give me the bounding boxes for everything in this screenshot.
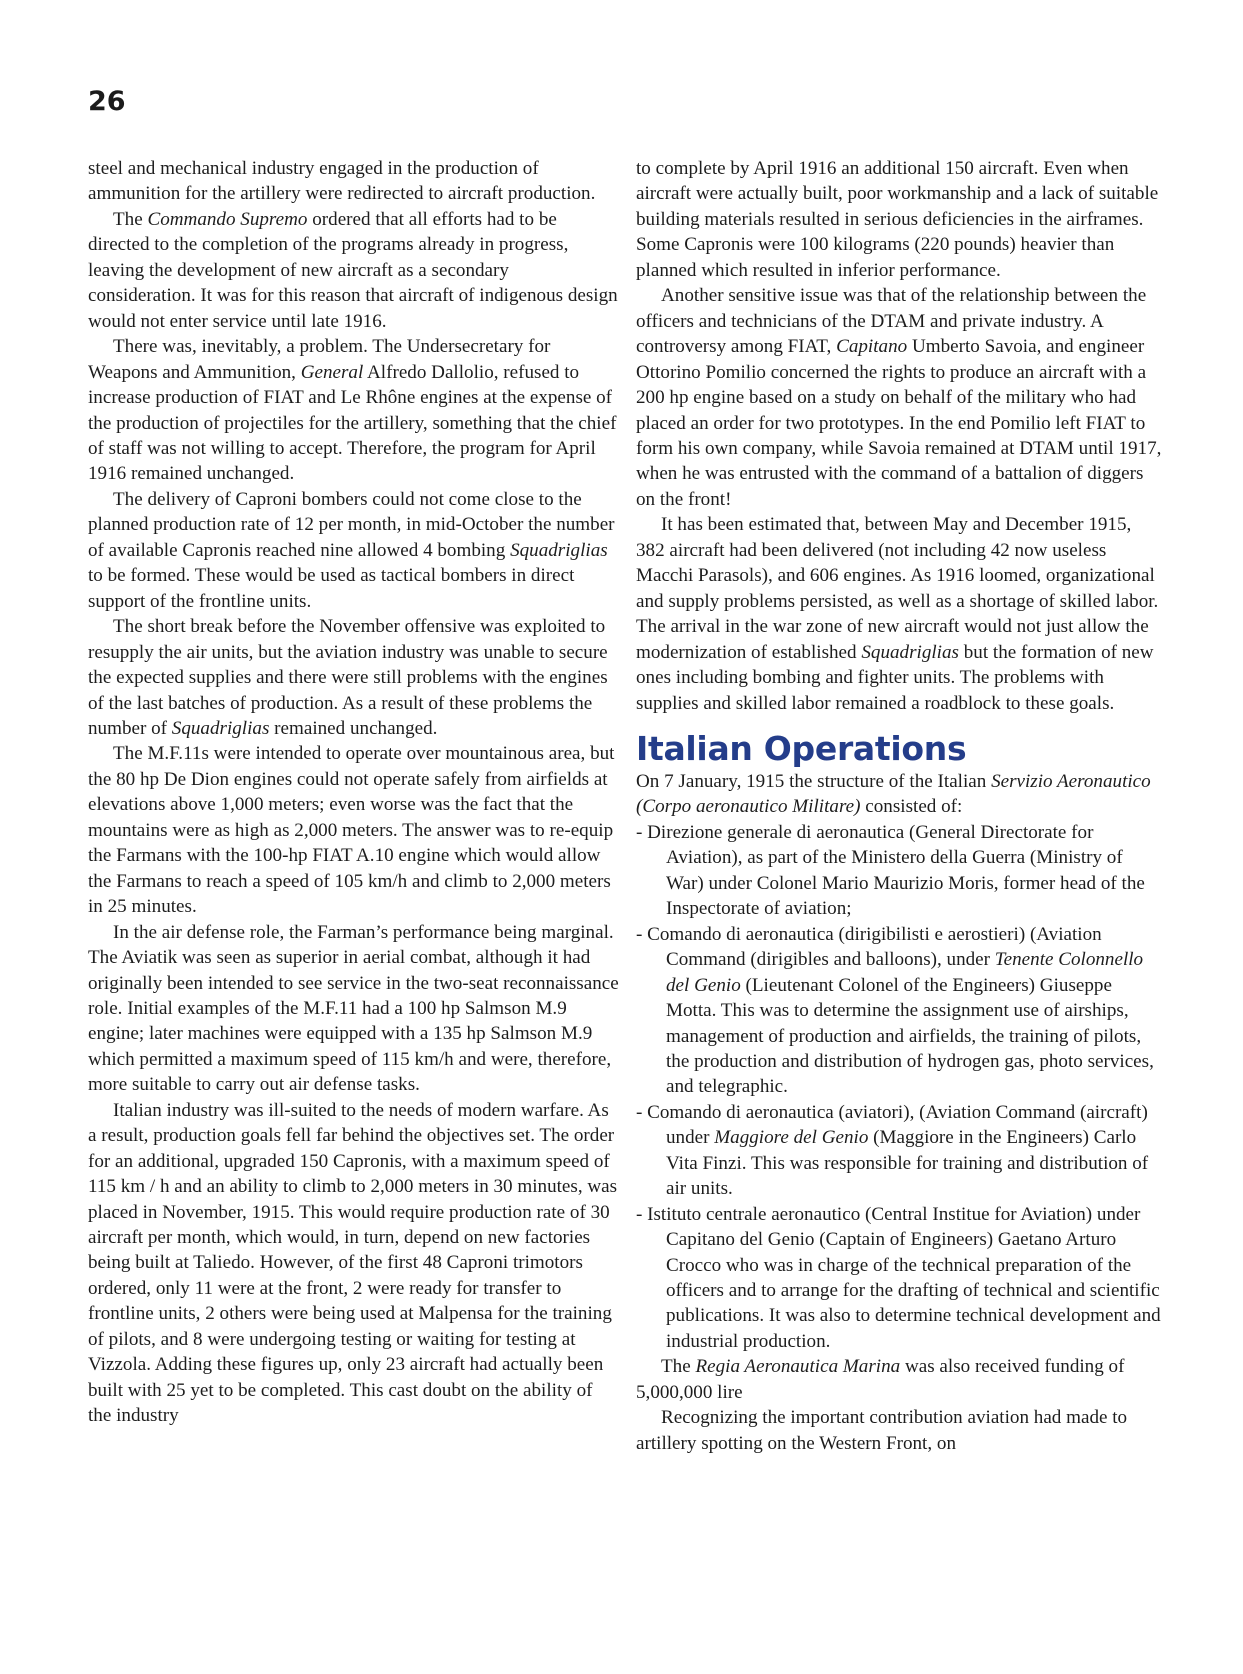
- body-paragraph: [88, 614, 620, 741]
- text-run: remained unchanged.: [269, 717, 438, 739]
- italic-term: Squadriglias: [171, 717, 270, 739]
- body-paragraph: [636, 512, 1164, 716]
- text-run: - Comando di aeronautica (aviatori), (Aviation Command (aircraft) under: [636, 1101, 1148, 1149]
- text-run: but the formation of new ones including bombing and fighter units. The problems with supplies and skilled labor remained a roadblock to these goals.: [636, 641, 1154, 714]
- text-run: to complete by April 1916 an additional 150 aircraft. Even when aircraft were actually built, poor workmanship and a lack of suitable building materials resulted in serious deficiencies in the airframes. Some Capronis were 100 kilograms (220 pounds) heavier than planned which resulted in inferior performance.: [636, 158, 1159, 281]
- text-run: Recognizing the important contribution aviation had made to artillery spotting on the Western Front, on: [636, 1407, 1128, 1454]
- text-run: The: [661, 1356, 696, 1378]
- right-column-top: [636, 156, 1164, 716]
- section-heading: Italian Operations: [636, 728, 967, 768]
- list-item: [636, 922, 1164, 1100]
- italic-term: Servizio Aeronautico (Corpo aeronautico Militare): [636, 770, 1151, 818]
- text-run: (Lieutenant Colonel of the Engineers) Giuseppe Motta. This was to determine the assignment use of airships, management of production and airfields, the training of pilots, the production and distribution of hydrogen gas, photo services, and telegraphic.: [666, 974, 1154, 1098]
- body-paragraph: [88, 741, 620, 919]
- body-paragraph: [88, 207, 620, 334]
- body-paragraph: [636, 1405, 1164, 1456]
- text-run: Another sensitive issue was that of the relationship between the officers and technicians of the DTAM and private industry. A controversy among FIAT,: [636, 285, 1147, 358]
- body-paragraph: [88, 1098, 620, 1429]
- italic-term: Squadriglias: [861, 641, 959, 663]
- body-paragraph: [88, 334, 620, 487]
- text-run: On 7 January, 1915 the structure of the Italian: [636, 770, 992, 792]
- text-run: to be formed. These would be used as tactical bombers in direct support of the frontline units.: [88, 565, 575, 612]
- body-paragraph: [88, 920, 620, 1098]
- italic-term: Squadriglias: [510, 539, 608, 561]
- text-run: The delivery of Caproni bombers could not come close to the planned production rate of 12 per month, in mid-October the number of available Capronis reached nine allowed 4 bombing: [88, 488, 615, 561]
- list-item: [636, 820, 1164, 922]
- page-number: 26: [88, 86, 126, 117]
- text-run: The M.F.11s were intended to operate over mountainous area, but the 80 hp De Dion engines could not operate safely from airfields at elevations above 1,000 meters; even worse was the fact that the mountains were as high as 2,000 meters. The answer was to re-equip the Farmans with the 100-hp FIAT A.10 engine which would allow the Farmans to reach a speed of 105 km/h and climb to 2,000 meters in 25 minutes.: [88, 743, 615, 918]
- italic-term: Tenente Colonnello del Genio: [666, 949, 1144, 996]
- text-run: steel and mechanical industry engaged in the production of ammunition for the artillery were redirected to aircraft production.: [88, 158, 596, 205]
- body-paragraph: [88, 487, 620, 614]
- text-run: Alfredo Dallolio, refused to increase production of FIAT and Le Rhône engines at the expense of the production of projectiles for the artillery, something that the chief of staff was not willing to accept. Therefore, the program for April 1916 remained unchanged.: [88, 361, 617, 485]
- italic-term: Commando Supremo: [147, 208, 308, 230]
- italic-term: Capitano: [836, 336, 908, 358]
- body-paragraph: [636, 769, 1164, 820]
- list-item: [636, 1202, 1164, 1355]
- text-run: The: [113, 208, 148, 230]
- text-run: ordered that all efforts had to be directed to the completion of the programs already in progress, leaving the development of new aircraft as a secondary consideration. It was for this reason that aircraft of indigenous design would not enter service until late 1916.: [88, 208, 618, 332]
- left-column: [88, 156, 620, 1429]
- right-column: [636, 156, 1164, 1456]
- body-paragraph: [636, 283, 1164, 512]
- text-run: In the air defense role, the Farman’s performance being marginal. The Aviatik was seen as superior in aerial combat, although it had originally been intended to see service in the two-seat reconnaissance role. Initial examples of the M.F.11 had a 100 hp Salmson M.9 engine; later machines were equipped with a 135 hp Salmson M.9 which permitted a maximum speed of 115 km/h and were, therefore, more suitable to carry out air defense tasks.: [88, 921, 619, 1096]
- list-item: [636, 1100, 1164, 1202]
- right-column-bottom: [636, 769, 1164, 1456]
- italic-term: Maggiore del Genio: [714, 1127, 869, 1149]
- text-run: - Direzione generale di aeronautica (General Directorate for Aviation), as part of the Ministero della Guerra (Ministry of War) under Colonel Mario Maurizio Moris, former head of the Inspectorate of aviation;: [636, 821, 1145, 920]
- text-run: - Comando di aeronautica (dirigibilisti e aerostieri) (Aviation Command (dirigibles and balloons), under: [636, 923, 1102, 971]
- text-run: The short break before the November offensive was exploited to resupply the air units, but the aviation industry was unable to secure the expected supplies and there were still problems with the engines of the last batches of production. As a result of these problems the number of: [88, 616, 608, 739]
- text-run: (Maggiore in the Engineers) Carlo Vita Finzi. This was responsible for training and distribution of air units.: [666, 1127, 1149, 1200]
- italic-term: General: [300, 361, 364, 383]
- body-paragraph: [636, 156, 1164, 283]
- body-paragraph: [88, 156, 620, 207]
- text-run: Italian industry was ill-suited to the needs of modern warfare. As a result, production goals fell far behind the objectives set. The order for an additional, upgraded 150 Capronis, with a maximum speed of 115 km / h and an ability to climb to 2,000 meters in 30 minutes, was placed in November, 1915. This would require production rate of 30 aircraft per month, which would, in turn, depend on new factories being built at Taliedo. However, of the first 48 Caproni trimotors ordered, only 11 were at the front, 2 were ready for transfer to frontline units, 2 others were being used at Malpensa for the training of pilots, and 8 were undergoing testing or waiting for testing at Vizzola. Adding these figures up, only 23 aircraft had actually been built with 25 yet to be completed. This cast doubt on the ability of the industry: [88, 1099, 618, 1427]
- text-run: Umberto Savoia, and engineer Ottorino Pomilio concerned the rights to produce an aircraft with a 200 hp engine based on a study on behalf of the military who had placed an order for two prototypes. In the end Pomilio left FIAT to form his own company, while Savoia remained at DTAM until 1917, when he was entrusted with the command of a battalion of diggers on the front!: [636, 336, 1162, 510]
- body-paragraph: [636, 1354, 1164, 1405]
- text-run: - Istituto centrale aeronautico (Central Institue for Aviation) under Capitano del Genio (Captain of Engineers) Gaetano Arturo Crocco who was in charge of the technical preparation of the officers and to arrange for the drafting of technical and scientific publications. It was also to determine technical development and industrial production.: [636, 1203, 1161, 1352]
- italic-term: Regia Aeronautica Marina: [695, 1356, 901, 1378]
- text-run: was also received funding of 5,000,000 lire: [636, 1356, 1125, 1403]
- text-run: It has been estimated that, between May and December 1915, 382 aircraft had been delivered (not including 42 now useless Macchi Parasols), and 606 engines. As 1916 loomed, organizational and supply problems persisted, as well as a shortage of skilled labor. The arrival in the war zone of new aircraft would not just allow the modernization of established: [636, 514, 1159, 663]
- text-run: There was, inevitably, a problem. The Undersecretary for Weapons and Ammunition,: [88, 336, 551, 383]
- text-run: consisted of:: [860, 796, 963, 818]
